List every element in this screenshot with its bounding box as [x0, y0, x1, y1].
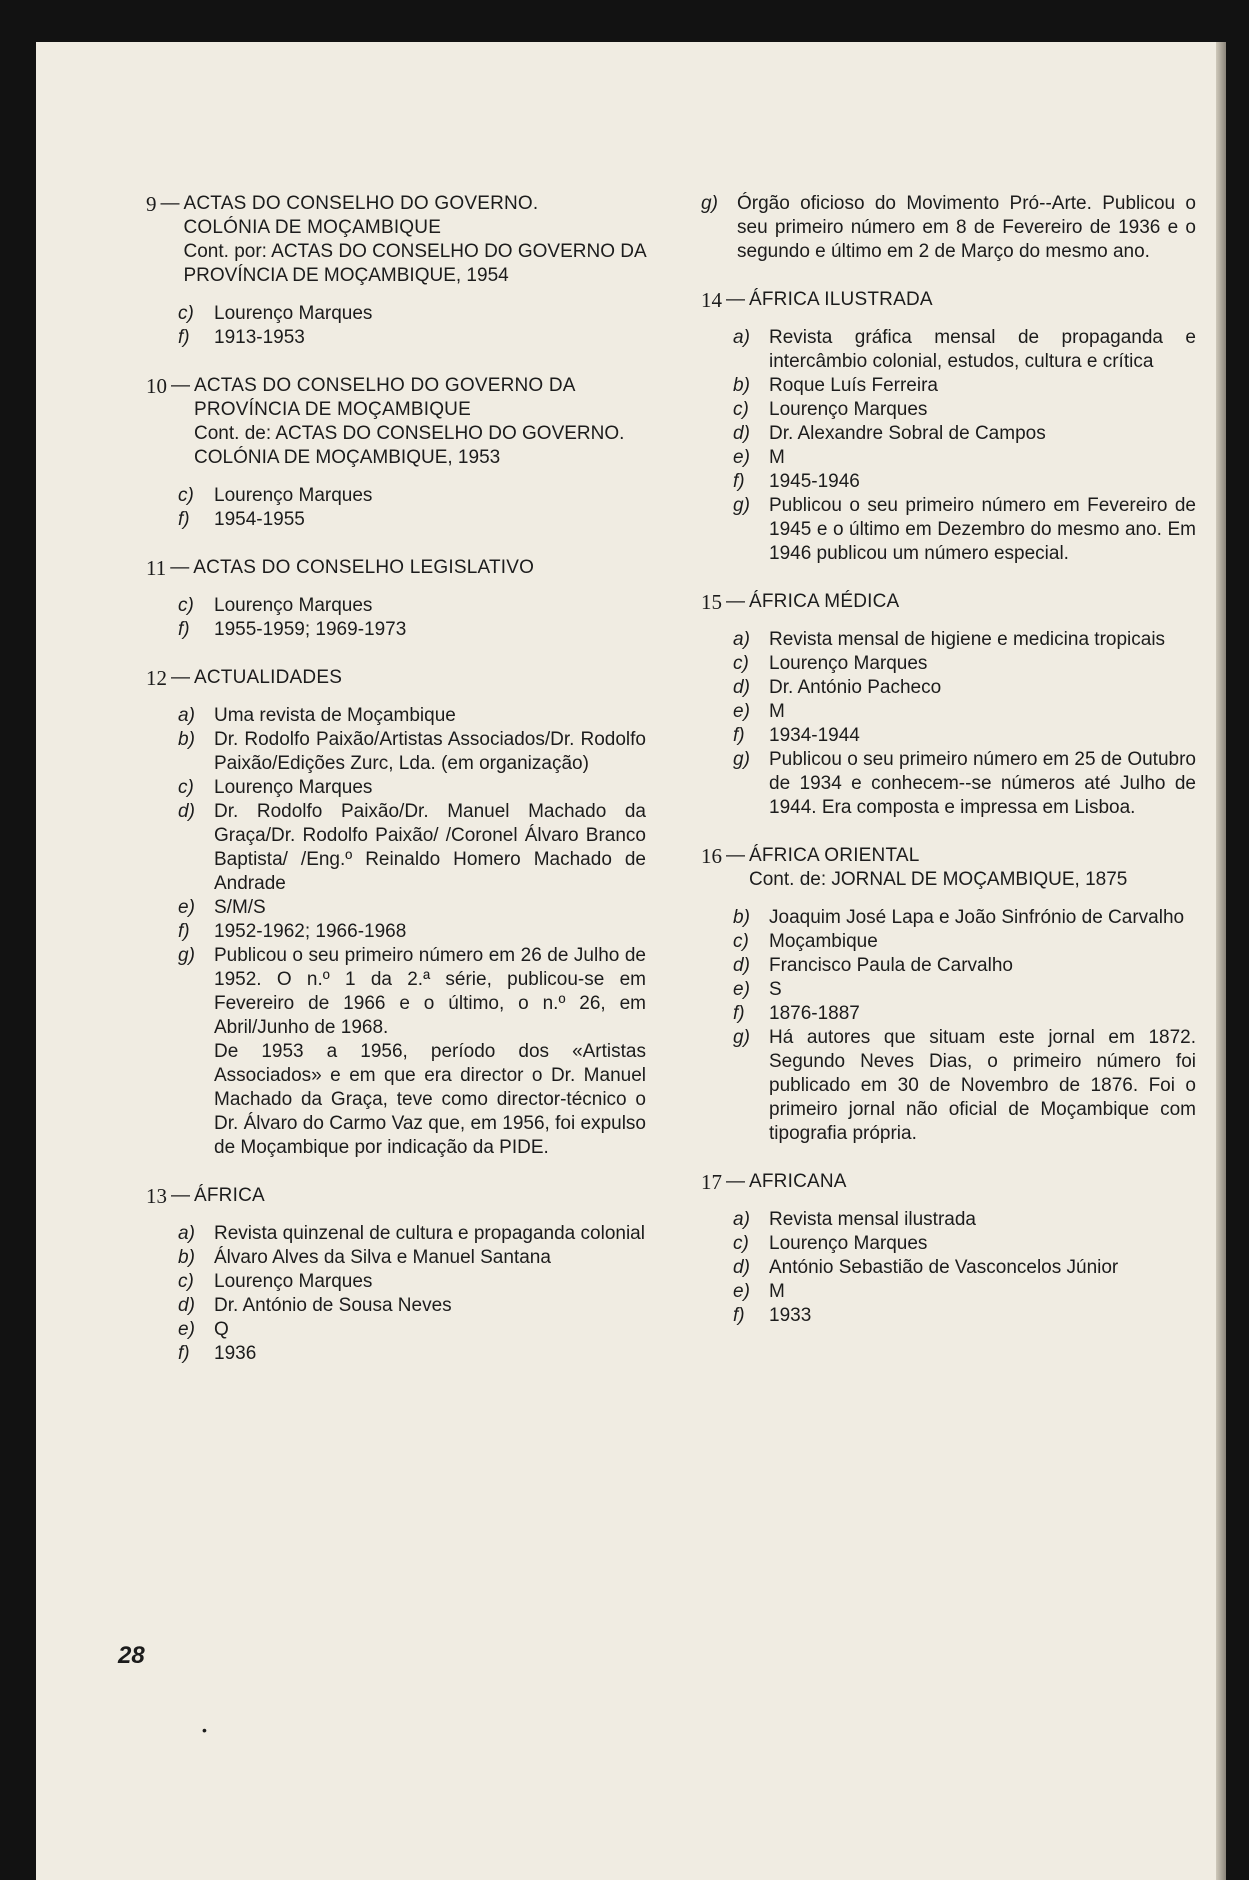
field-d: d) Dr. António Pacheco [733, 677, 942, 698]
field-f: f) 1952-1962; 1966-1968 [178, 921, 407, 942]
field-f: f) 1933 [733, 1305, 812, 1326]
entry-title: ÁFRICA ILUSTRADA [749, 289, 933, 310]
field-c: c) Lourenço Marques [733, 653, 928, 674]
entry-15: 15 — ÁFRICA MÉDICA a) Revista mensal de higiene e medicina tropicais c) Lourenço Marques d) Dr. António Pacheco e) M f) 1934-1944 g) Publicou o seu primeiro número em 25 de Outubro de 1934 e conhecem--se números até Julho de 1944. Era composta e impressa em Lisboa. [701, 590, 1196, 818]
entry-title: ACTAS DO CONSELHO DO GOVERNO DA PROVÍNCIA DE MOÇAMBIQUE [194, 375, 575, 420]
field-f: f) 1913-1953 [178, 327, 305, 348]
field-e: e) Q [178, 1319, 229, 1340]
field-e: e) S [733, 979, 782, 1000]
entry-title: ACTAS DO CONSELHO DO GOVERNO. [183, 193, 539, 214]
field-g: g) Publicou o seu primeiro número em 26 de Julho de 1952. O n.º 1 da 2.ª série, publicou-se em Fevereiro de 1966 e o último, o n.º 26, em Abril/Junho de 1968. [178, 945, 646, 1038]
print-speck: • [202, 1722, 207, 1738]
field-c: c) Lourenço Marques [178, 1271, 373, 1292]
entry-title: AFRICANA [749, 1171, 847, 1192]
field-d: d) Dr. Rodolfo Paixão/Dr. Manuel Machado da Graça/Dr. Rodolfo Paixão/ /Coronel Álvaro Branco Baptista/ /Eng.º Reinaldo Homero Machado de Andrade [178, 801, 646, 894]
field-c: c) Moçambique [733, 931, 878, 952]
field-c: c) Lourenço Marques [178, 303, 373, 324]
field-b: b) Dr. Rodolfo Paixão/Artistas Associados/Dr. Rodolfo Paixão/Edições Zurc, Lda. (em organização) [178, 729, 646, 774]
field-d: d) Dr. António de Sousa Neves [178, 1295, 452, 1316]
entry-number: 12 [146, 666, 167, 690]
entry-13: 13 — ÁFRICA a) Revista quinzenal de cultura e propaganda colonial b) Álvaro Alves da Silva e Manuel Santana c) Lourenço Marques d) Dr. António de Sousa Neves e) Q f) 1936 [146, 1184, 645, 1364]
field-f: f) 1954-1955 [178, 509, 305, 530]
entry-12: 12 — ACTUALIDADES a) Uma revista de Moçambique b) Dr. Rodolfo Paixão/Artistas Associados/Dr. Rodolfo Paixão/Edições Zurc, Lda. (em organização) c) Lourenço Marques d) Dr. Rodolfo Paixão/Dr. Manuel Machado da Graça/Dr. Rodolfo Paixão/ /Coronel Álvaro Branco Baptista/ /Eng.º Reinaldo Homero Machado de Andrade e) S/M/S f) 1952-1962; 1966-1968 g) Publicou o seu primeiro número em 26 de Julho de 1952. O n.º 1 da 2.ª série, publicou-se em Fevereiro de 1966 e o último, o n.º 26, em Abril/Junho de 1968. De 1953 a 1956, período dos «Artistas Associados» e em que era director o Dr. Manuel Machado da Graça, teve como director-técnico o Dr. Álvaro do Carmo Vaz que, em 1956, foi expulso de Moçambique por indicação da PIDE. [146, 666, 646, 1158]
entry-number: 13 [146, 1184, 167, 1208]
field-a: a) Revista quinzenal de cultura e propaganda colonial [178, 1223, 645, 1244]
continuation-note: Cont. por: ACTAS DO CONSELHO DO GOVERNO DA PROVÍNCIA DE MOÇAMBIQUE, 1954 [183, 241, 646, 286]
entry-10: 10 — ACTAS DO CONSELHO DO GOVERNO DA PROVÍNCIA DE MOÇAMBIQUE Cont. de: ACTAS DO CONSELHO DO GOVERNO. COLÓNIA DE MOÇAMBIQUE, 1953 c) Lourenço Marques f) 1954-1955 [146, 374, 646, 532]
field-e: e) M [733, 447, 785, 468]
entry-17: 17 — AFRICANA a) Revista mensal ilustrada c) Lourenço Marques d) António Sebastião de Vasconcelos Júnior e) M f) 1933 [701, 1170, 1196, 1328]
field-c: c) Lourenço Marques [178, 595, 373, 616]
field-g: g) Publicou o seu primeiro número em 25 de Outubro de 1934 e conhecem--se números até Julho de 1944. Era composta e impressa em Lisboa. [733, 749, 1196, 818]
continuation-note: Cont. de: ACTAS DO CONSELHO DO GOVERNO. COLÓNIA DE MOÇAMBIQUE, 1953 [194, 423, 625, 468]
book-spine-shadow [1216, 42, 1226, 1880]
continuation-note: Cont. de: JORNAL DE MOÇAMBIQUE, 1875 [749, 869, 1128, 890]
entry-9: 9 — ACTAS DO CONSELHO DO GOVERNO. COLÓNIA DE MOÇAMBIQUE Cont. por: ACTAS DO CONSELHO DO GOVERNO DA PROVÍNCIA DE MOÇAMBIQUE, 1954 c) Lourenço Marques f) 1913-1953 [146, 192, 646, 348]
field-d: d) Dr. Alexandre Sobral de Campos [733, 423, 1046, 444]
entry-11: 11 — ACTAS DO CONSELHO LEGISLATIVO c) Lourenço Marques f) 1955-1959; 1969-1973 [146, 556, 646, 642]
entry-title: ACTUALIDADES [194, 667, 343, 688]
entry-number: 15 [701, 590, 722, 614]
right-column [701, 192, 1196, 1352]
entry-16: 16 — ÁFRICA ORIENTAL Cont. de: JORNAL DE MOÇAMBIQUE, 1875 b) Joaquim José Lapa e João Sinfrónio de Carvalho c) Moçambique d) Francisco Paula de Carvalho e) S f) 1876-1887 g) Há autores que situam este jornal em 1872. Segundo Neves Dias, o primeiro número foi publicado em 30 de Novembro de 1876. Foi o primeiro jornal não oficial de Moçambique com tipografia própria. [701, 844, 1196, 1144]
field-b: b) Álvaro Alves da Silva e Manuel Santana [178, 1247, 551, 1268]
field-a: a) Revista mensal de higiene e medicina tropicais [733, 629, 1166, 650]
entry-title: ÁFRICA ORIENTAL [749, 845, 920, 866]
field-b: b) Roque Luís Ferreira [733, 375, 938, 396]
entry-number: 11 [146, 556, 167, 580]
field-a: a) Uma revista de Moçambique [178, 705, 456, 726]
entry-title: ÁFRICA [194, 1185, 265, 1206]
document-page [36, 42, 1226, 1880]
entry-number: 9 [146, 192, 157, 216]
field-g: g) Publicou o seu primeiro número em Fevereiro de 1945 e o último em Dezembro do mesmo ano. Em 1946 publicou um número especial. [733, 495, 1196, 564]
field-c: c) Lourenço Marques [733, 399, 928, 420]
field-g-note: De 1953 a 1956, período dos «Artistas Associados» e em que era director o Dr. Manuel Machado da Graça, teve como director-técnico o Dr. Álvaro do Carmo Vaz que, em 1956, foi expulso de Moçambique por indicação da PIDE. [214, 1041, 646, 1158]
page-number: 28 [118, 1642, 145, 1669]
field-f: f) 1955-1959; 1969-1973 [178, 619, 407, 640]
field-d: d) António Sebastião de Vasconcelos Júnior [733, 1257, 1119, 1278]
field-g: g) Há autores que situam este jornal em 1872. Segundo Neves Dias, o primeiro número foi publicado em 30 de Novembro de 1876. Foi o primeiro jornal não oficial de Moçambique com tipografia própria. [733, 1027, 1196, 1144]
field-a: a) Revista mensal ilustrada [733, 1209, 976, 1230]
entry-title: ÁFRICA MÉDICA [749, 591, 900, 612]
field-f: f) 1876-1887 [733, 1003, 860, 1024]
field-e: e) S/M/S [178, 897, 266, 918]
field-b: b) Joaquim José Lapa e João Sinfrónio de Carvalho [733, 907, 1185, 928]
field-c: c) Lourenço Marques [178, 485, 373, 506]
field-e: e) M [733, 1281, 785, 1302]
entry-number: 10 [146, 374, 167, 398]
field-f: f) 1934-1944 [733, 725, 860, 746]
entry-number: 16 [701, 844, 722, 868]
entry-13-continued [701, 192, 1196, 264]
field-f: f) 1936 [178, 1343, 257, 1364]
entry-number: 17 [701, 1170, 722, 1194]
field-f: f) 1945-1946 [733, 471, 860, 492]
left-column [146, 192, 646, 1390]
field-a: a) Revista gráfica mensal de propaganda e intercâmbio colonial, estudos, cultura e crítica [733, 327, 1196, 372]
field-c: c) Lourenço Marques [178, 777, 373, 798]
entry-14: 14 — ÁFRICA ILUSTRADA a) Revista gráfica mensal de propaganda e intercâmbio colonial, estudos, cultura e crítica b) Roque Luís Ferreira c) Lourenço Marques d) Dr. Alexandre Sobral de Campos e) M f) 1945-1946 g) Publicou o seu primeiro número em Fevereiro de 1945 e o último em Dezembro do mesmo ano. Em 1946 publicou um número especial. [701, 288, 1196, 564]
entry-number: 14 [701, 288, 722, 312]
field-d: d) Francisco Paula de Carvalho [733, 955, 1013, 976]
field-g: g) Órgão oficioso do Movimento Pró--Arte. Publicou o seu primeiro número em 8 de Fevereiro de 1936 e o segundo e último em 2 de Março do mesmo ano. [701, 193, 1196, 262]
entry-title-2: COLÓNIA DE MOÇAMBIQUE [183, 217, 442, 238]
entry-title: ACTAS DO CONSELHO LEGISLATIVO [193, 557, 535, 578]
field-c: c) Lourenço Marques [733, 1233, 928, 1254]
field-e: e) M [733, 701, 785, 722]
